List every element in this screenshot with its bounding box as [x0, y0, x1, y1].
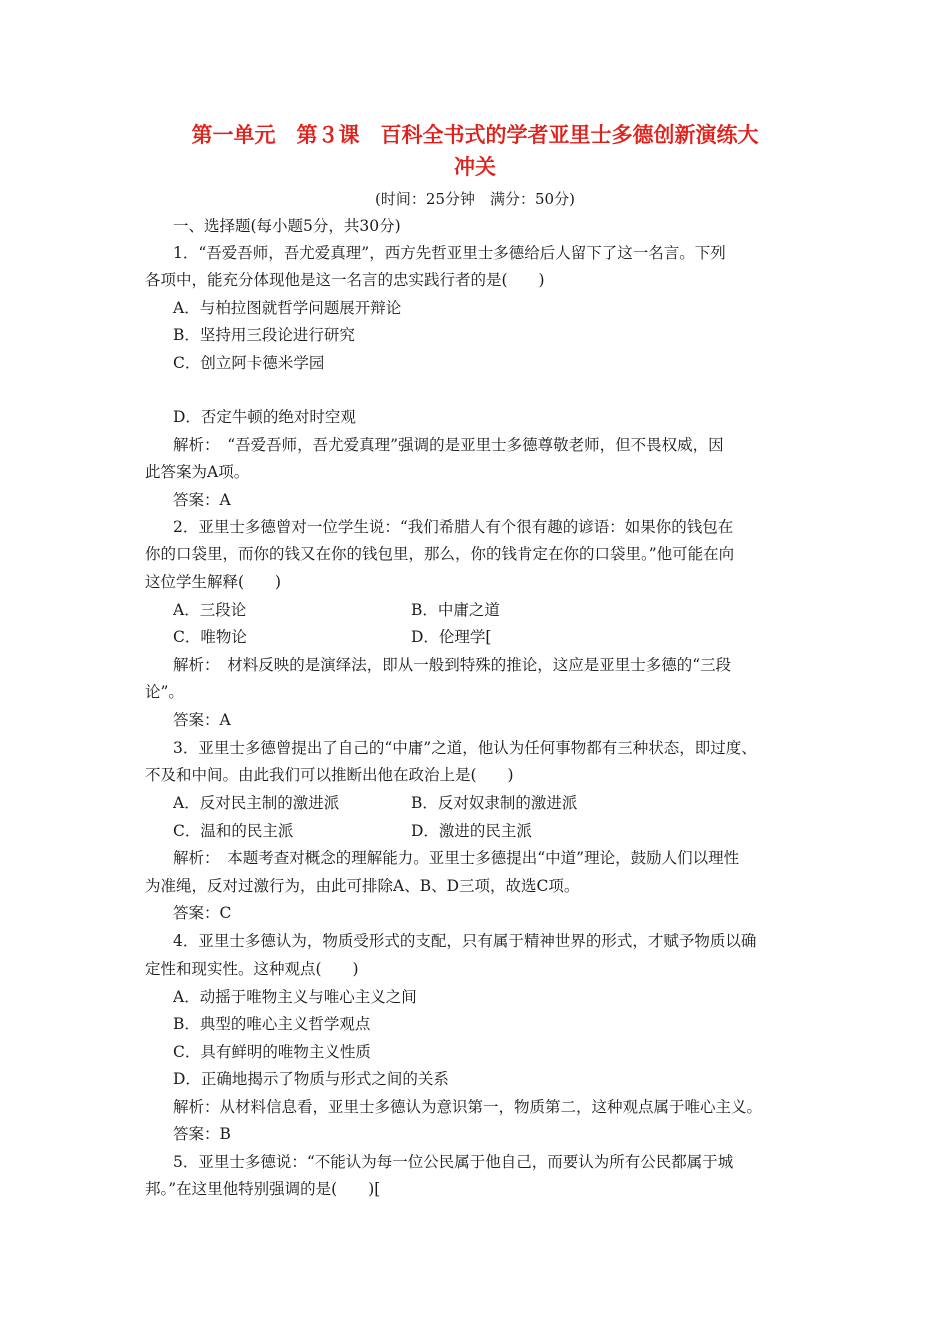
q4-option-a: A．动摇于唯物主义与唯心主义之间 [173, 988, 417, 1006]
q1-answer: 答案：A [173, 491, 231, 509]
q3-option-c: C．温和的民主派 [173, 822, 294, 840]
q4-stem-line2: 定性和现实性。这种观点( ) [145, 960, 359, 978]
q2-stem-line3: 这位学生解释( ) [145, 573, 282, 591]
q2-option-b: B．中庸之道 [411, 601, 500, 619]
q2-analysis-line1: 解析： 材料反映的是演绎法，即从一般到特殊的推论，这应是亚里士多德的“三段 [173, 656, 732, 674]
q5-stem-line1: 5．亚里士多德说：“不能认为每一位公民属于他自己，而要认为所有公民都属于城 [173, 1153, 734, 1171]
q4-option-c: C．具有鲜明的唯物主义性质 [173, 1043, 371, 1061]
document-title-line2: 冲关 [454, 155, 496, 179]
q2-option-d: D．伦理学[ [411, 628, 492, 646]
q1-option-c: C．创立阿卡德米学园 [173, 354, 325, 372]
q4-answer: 答案：B [173, 1125, 231, 1143]
q2-stem-line1: 2．亚里士多德曾对一位学生说：“我们希腊人有个很有趣的谚语：如果你的钱包在 [173, 518, 734, 536]
q1-option-a: A．与柏拉图就哲学问题展开辩论 [173, 299, 402, 317]
q1-stem-line1: 1．“吾爱吾师，吾尤爱真理”，西方先哲亚里士多德给后人留下了这一名言。下列 [173, 244, 726, 262]
time-score-info: (时间：25分钟 满分：50分) [375, 190, 575, 208]
q3-stem-line1: 3．亚里士多德曾提出了自己的“中庸”之道，他认为任何事物都有三种状态，即过度、 [173, 739, 757, 757]
q4-stem-line1: 4．亚里士多德认为，物质受形式的支配，只有属于精神世界的形式，才赋予物质以确 [173, 932, 757, 950]
section-heading: 一、选择题(每小题5分，共30分) [173, 217, 401, 235]
q2-answer: 答案：A [173, 711, 231, 729]
document-title-line1: 第一单元 第３课 百科全书式的学者亚里士多德创新演练大 [191, 123, 759, 147]
q3-stem-line2: 不及和中间。由此我们可以推断出他在政治上是( ) [145, 766, 514, 784]
q1-option-d: D．否定牛顿的绝对时空观 [173, 408, 356, 426]
q1-option-b: B．坚持用三段论进行研究 [173, 326, 355, 344]
q3-analysis-line1: 解析： 本题考查对概念的理解能力。亚里士多德提出“中道”理论，鼓励人们以理性 [173, 849, 740, 867]
q3-option-a: A．反对民主制的激进派 [173, 794, 340, 812]
q1-analysis-line2: 此答案为A项。 [145, 463, 250, 481]
q4-option-d: D．正确地揭示了物质与形式之间的关系 [173, 1070, 449, 1088]
q3-answer: 答案：C [173, 904, 232, 922]
q4-option-b: B．典型的唯心主义哲学观点 [173, 1015, 371, 1033]
q5-stem-line2: 邦。”在这里他特别强调的是( )[ [145, 1180, 381, 1198]
q2-stem-line2: 你的口袋里，而你的钱又在你的钱包里，那么，你的钱肯定在你的口袋里。”他可能在向 [145, 545, 735, 563]
q2-analysis-line2: 论”。 [145, 683, 184, 701]
q2-option-c: C．唯物论 [173, 628, 247, 646]
q3-option-b: B．反对奴隶制的激进派 [411, 794, 578, 812]
q1-stem-line2: 各项中，能充分体现他是这一名言的忠实践行者的是( ) [145, 271, 545, 289]
q1-analysis-line1: 解析： “吾爱吾师，吾尤爱真理”强调的是亚里士多德尊敬老师，但不畏权威，因 [173, 436, 724, 454]
q4-analysis-line1: 解析：从材料信息看，亚里士多德认为意识第一，物质第二，这种观点属于唯心主义。 [173, 1098, 763, 1116]
q2-option-a: A．三段论 [173, 601, 247, 619]
q3-option-d: D．激进的民主派 [411, 822, 532, 840]
q3-analysis-line2: 为准绳，反对过激行为，由此可排除A、B、D三项，故选C项。 [145, 877, 580, 895]
